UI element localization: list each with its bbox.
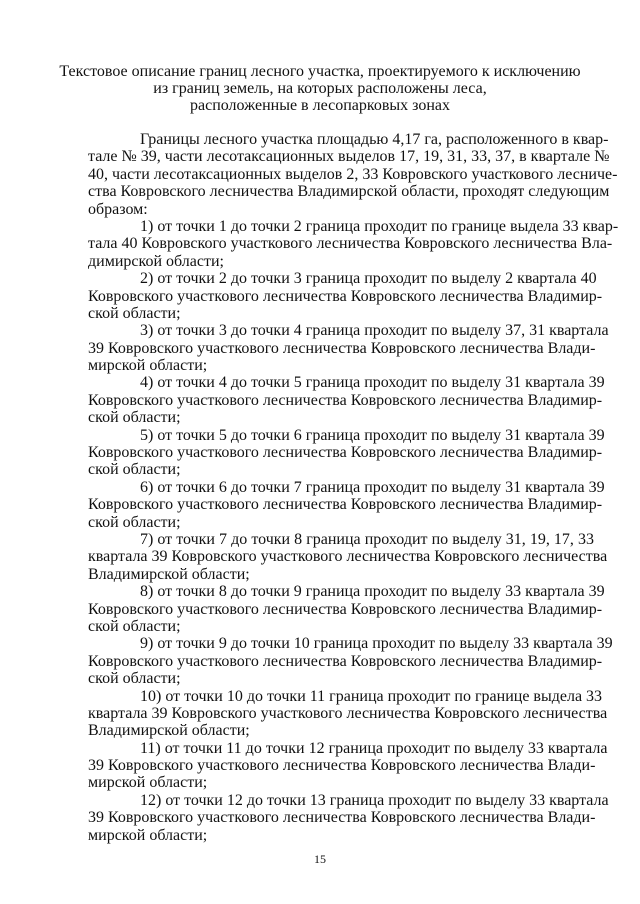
paragraph-line: Ковровского участкового лесничества Ковровского лесничества Владимир- <box>88 600 603 618</box>
paragraph-line: Ковровского участкового лесничества Ковровского лесничества Владимир- <box>88 287 603 305</box>
intro-paragraph <box>88 131 618 218</box>
paragraph-line: Границы лесного участка площадью 4,17 га, расположенного в квар- <box>140 131 609 148</box>
paragraph-line: 6) от точки 6 до точки 7 граница проходит по выделу 31 квартала 39 <box>140 478 605 496</box>
paragraph-line: 2) от точки 2 до точки 3 граница проходит по выделу 2 квартала 40 <box>140 270 597 288</box>
paragraph-line: 10) от точки 10 до точки 11 граница проходит по границе выдела 33 <box>140 687 603 705</box>
document-title-line-3: расположенные в лесопарковых зонах <box>189 97 451 114</box>
paragraph-line: 39 Ковровского участкового лесничества Ковровского лесничества Влади- <box>88 339 596 357</box>
paragraph-line: мирской области; <box>88 357 208 375</box>
paragraph-line: 4) от точки 4 до точки 5 граница проходит по выделу 31 квартала 39 <box>140 374 605 392</box>
paragraph-line: Ковровского участкового лесничества Ковровского лесничества Владимир- <box>88 391 603 409</box>
paragraph-line: ства Ковровского лесничества Владимирской области, проходят следующим <box>88 183 610 201</box>
paragraph-line: 3) от точки 3 до точки 4 граница проходит по выделу 37, 31 квартала <box>140 322 609 340</box>
document-title-line-2: из границ земель, на которых расположены леса, <box>153 80 487 97</box>
boundary-paragraph <box>88 478 605 531</box>
paragraph-line: Владимирской области; <box>88 565 250 583</box>
paragraph-line: димирской области; <box>88 252 224 270</box>
boundary-paragraph <box>88 426 605 479</box>
page-number: 15 <box>314 852 326 866</box>
paragraph-line: 40, части лесотаксационных выделов 2, 33 Ковровского участкового лесниче- <box>88 165 618 183</box>
boundary-paragraph <box>88 739 608 792</box>
paragraph-line: 1) от точки 1 до точки 2 граница проходит по границе выдела 33 квар- <box>140 217 619 235</box>
paragraph-line: ской области; <box>88 513 181 531</box>
paragraph-line: мирской области; <box>88 774 208 792</box>
paragraph-line: ской области; <box>88 670 181 688</box>
paragraph-line: 11) от точки 11 до точки 12 граница проходит по выделу 33 квартала <box>140 739 608 757</box>
paragraph-line: мирской области; <box>88 826 208 844</box>
paragraph-line: Ковровского участкового лесничества Ковровского лесничества Владимир- <box>88 496 603 514</box>
paragraph-line: ской области; <box>88 617 181 635</box>
boundary-paragraph <box>88 687 608 740</box>
paragraph-line: 9) от точки 9 до точки 10 граница проходит по выделу 33 квартала 39 <box>140 635 613 653</box>
paragraph-line: 12) от точки 12 до точки 13 граница проходит по выделу 33 квартала <box>140 791 609 809</box>
paragraph-line: Владимирской области; <box>88 722 250 740</box>
boundary-paragraph <box>88 530 608 583</box>
paragraph-line: 8) от точки 8 до точки 9 граница проходит по выделу 33 квартала 39 <box>140 583 605 601</box>
boundary-paragraph <box>88 322 609 375</box>
boundary-paragraph <box>88 635 613 688</box>
paragraph-line: тала 40 Ковровского участкового лесничества Ковровского лесничества Вла- <box>88 235 613 253</box>
boundary-paragraph <box>88 791 609 844</box>
paragraph-line: 39 Ковровского участкового лесничества Ковровского лесничества Влади- <box>88 809 596 827</box>
boundary-paragraph <box>88 270 603 322</box>
paragraph-line: ской области; <box>88 461 181 479</box>
boundary-paragraph <box>88 217 619 270</box>
paragraph-line: ской области; <box>88 409 181 427</box>
document-body <box>88 131 619 844</box>
paragraph-line: Ковровского участкового лесничества Ковровского лесничества Владимир- <box>88 444 603 462</box>
paragraph-line: 39 Ковровского участкового лесничества Ковровского лесничества Влади- <box>88 757 596 775</box>
paragraph-line: ской области; <box>88 304 181 322</box>
paragraph-line: квартала 39 Ковровского участкового лесничества Ковровского лесничества <box>88 704 608 722</box>
paragraph-line: Ковровского участкового лесничества Ковровского лесничества Владимир- <box>88 652 603 670</box>
document-title-line-1: Текстовое описание границ лесного участка, проектируемого к исключению <box>59 63 581 80</box>
paragraph-line: 7) от точки 7 до точки 8 граница проходит по выделу 31, 19, 17, 33 <box>140 530 594 548</box>
boundary-paragraph <box>88 374 605 427</box>
paragraph-line: квартала 39 Ковровского участкового лесничества Ковровского лесничества <box>88 548 608 566</box>
paragraph-line: тале № 39, части лесотаксационных выделов 17, 19, 31, 33, 37, в квартале № <box>88 148 610 166</box>
paragraph-line: 5) от точки 5 до точки 6 граница проходит по выделу 31 квартала 39 <box>140 426 605 444</box>
boundary-paragraph <box>88 583 605 635</box>
paragraph-line: образом: <box>88 200 148 218</box>
